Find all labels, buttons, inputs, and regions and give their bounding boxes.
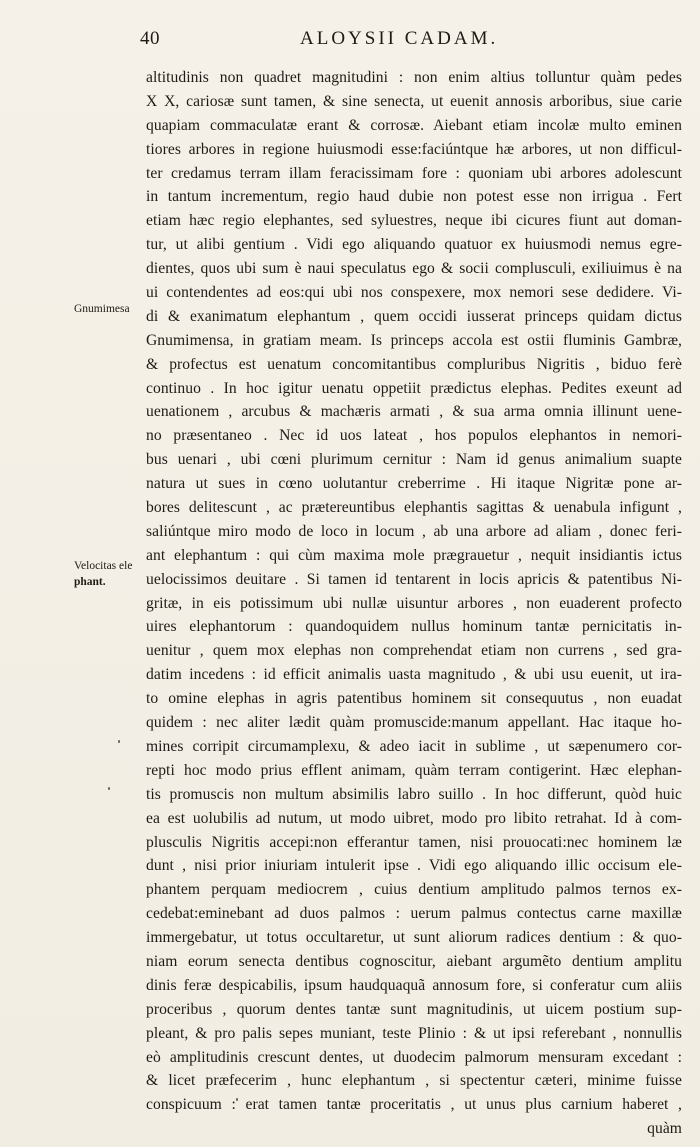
text-line: natura ut sues in cœno uolutantur creberrime . Hi itaque Nigritæ pone ar- (146, 475, 682, 493)
catchword: quàm (647, 1120, 682, 1138)
text-line: gritæ, in eis potissimum ubi nullæ uisuntur arbores , non euaderent profecto (146, 594, 682, 612)
text-line: ea est uolubilis ad nutum, ut modo uibret, modo pro libito retrahat. Id à com- (146, 809, 682, 827)
text-line: bus uenari , ubi cœni plurimum cernitur : Nam id genus animalium suapte (146, 451, 682, 469)
text-line: uelocissimos deuitare . Si tamen id tentarent in locis apricis & patentibus Ni- (146, 570, 682, 588)
text-line: X X, cariosæ sunt tamen, & sine senecta, ut euenit annosis arboribus, siue carie (146, 92, 682, 110)
text-line: conspicuum : erat tamen tantæ proceritatis , ut unus plus carnium haberet , (146, 1096, 682, 1114)
text-line: quidem : nec aliter lædit quàm promuscide:manum appellant. Hac itaque ho- (146, 714, 682, 732)
text-line: proceribus , quorum dentes tantæ sunt magnitudinis, ut uicem postium sup- (146, 1000, 682, 1018)
ink-mark (118, 740, 120, 743)
margin-note-phant: phant. (74, 576, 106, 588)
text-line: uenitur , quem mox elephas non comprehendat etiam non currens , sed gra- (146, 642, 682, 660)
text-line: uires elephantorum : quandoquidem nullus hominum tantæ pernicitatis in- (146, 618, 682, 636)
text-line: datim incedens : id efficit animalis uasta magnitudo , & ubi usu euenit, ut ira- (146, 666, 682, 684)
text-line: to omine elephas in agris patentibus hominem sit consequutus , non euadat (146, 690, 682, 708)
text-line: dientes, quos ubi sum è naui speculatus ego & socii complusculi, exiliuimus è na (146, 260, 682, 278)
text-line: Gnumimensa, in gratiam meam. Is princeps accola est ostii fluminis Gambræ, (146, 331, 682, 349)
text-line: uenationem , arcubus & machæris armati , & sua arma omnia illinunt uene- (146, 403, 682, 421)
text-line: phantem perquam mediocrem , cuius dentium amplitudo palmos ternos ex- (146, 881, 682, 899)
text-line: eò amplitudinis crescunt dentes, ut duodecim palmorum mensuram excedant : (146, 1048, 682, 1066)
margin-note-gnumimesa: Gnumimesa (74, 303, 130, 315)
text-line: plusculis Nigritis accepi:non efferantur tamen, nisi prouocati:nec hominem læ (146, 833, 682, 851)
text-line: etiam hæc regio elephantes, sed syluestres, neque ibi cicures fiunt aut doman- (146, 212, 682, 230)
text-line: no præsentaneo . Nec id uos lateat , hos populos elephantos in nemori- (146, 427, 682, 445)
text-line: in tantum incrementum, regio haud dubie non potest esse non irrigua . Fert (146, 188, 682, 206)
text-line: mines corripit circumamplexu, & adeo iacit in sublime , ut sæpenumero cor- (146, 737, 682, 755)
text-line: & licet præfecerim , hunc elephantum , si spectentur cæteri, minime fuisse (146, 1072, 682, 1090)
ink-mark (108, 787, 110, 790)
page-number: 40 (140, 28, 160, 49)
running-head: ALOYSII CADAM. (300, 28, 499, 49)
text-line: bores delitescunt , ac prætereuntibus elephantis sagittas & uenabula infigunt , (146, 499, 682, 517)
margin-note-velocitas: Velocitas ele (74, 560, 133, 572)
text-line: tis promuscis non multum absimilis labro suillo . In hoc differunt, quòd huic (146, 785, 682, 803)
text-line: niam eorum senecta dentibus cognoscitur, aiebant argumẽto dentium amplitu (146, 952, 682, 970)
text-line: pleant, & pro palis sepes muniant, teste Plinio : & ut ipsi referebant , nonnullis (146, 1024, 682, 1042)
text-line: immergebatur, ut totus occultaretur, ut sunt aliorum radices dentium : & quo- (146, 929, 682, 947)
text-line: continuo . In hoc igitur uenatu oppetiit prædictus elephas. Pedites exeunt ad (146, 379, 682, 397)
text-line: ant elephantum : qui cùm maxima mole prægrauetur , nequit insidiantis ictus (146, 546, 682, 564)
text-line: altitudinis non quadret magnitudini : non enim altius tolluntur quàm pedes (146, 69, 682, 86)
text-line: ui contendentes ad eos:qui ubi nos conspexere, mox nemori sese dedidere. Vi- (146, 284, 682, 302)
text-line: cedebat:eminebant ad duos palmos : uerum palmus contectus carne maxillæ (146, 905, 682, 923)
text-line: & profectus est uenatum concomitantibus compluribus Nigritis , biduo ferè (146, 355, 682, 373)
text-line: tur, ut alibi gentium . Vidi ego aliquando quatuor ex huiusmodi nemus egre- (146, 236, 682, 254)
text-line: saliúntque miro modo de loco in locum , ab una arbore ad aliam , donec feri- (146, 522, 682, 540)
text-line: dunt , nisi prior iniuriam intulerit ipse . Vidi ego aliquando illic occisum ele- (146, 857, 682, 875)
text-line: di & exanimatum elephantum , quem occidi iusserat princeps quidam dictus (146, 307, 682, 325)
text-line: tiores arbores in regione huiusmodi esse:faciúntque hæ arbores, ut non difficul- (146, 140, 682, 158)
text-body (146, 66, 682, 1141)
text-line: quapiam commaculatæ erant & corrosæ. Aiebant etiam incolæ multo eminen (146, 116, 682, 134)
text-line: repti hoc modo prius efflent animam, quàm terram contigerint. Hæc elephan- (146, 761, 682, 779)
text-line: ter credamus terram illam feracissimam fore : quoniam ubi arbores adolescunt (146, 164, 682, 182)
page-header (140, 28, 680, 54)
text-line: dinis feræ despicabilis, ipsum haudquaquã annosum fore, si conferatur cum aliis (146, 976, 682, 994)
